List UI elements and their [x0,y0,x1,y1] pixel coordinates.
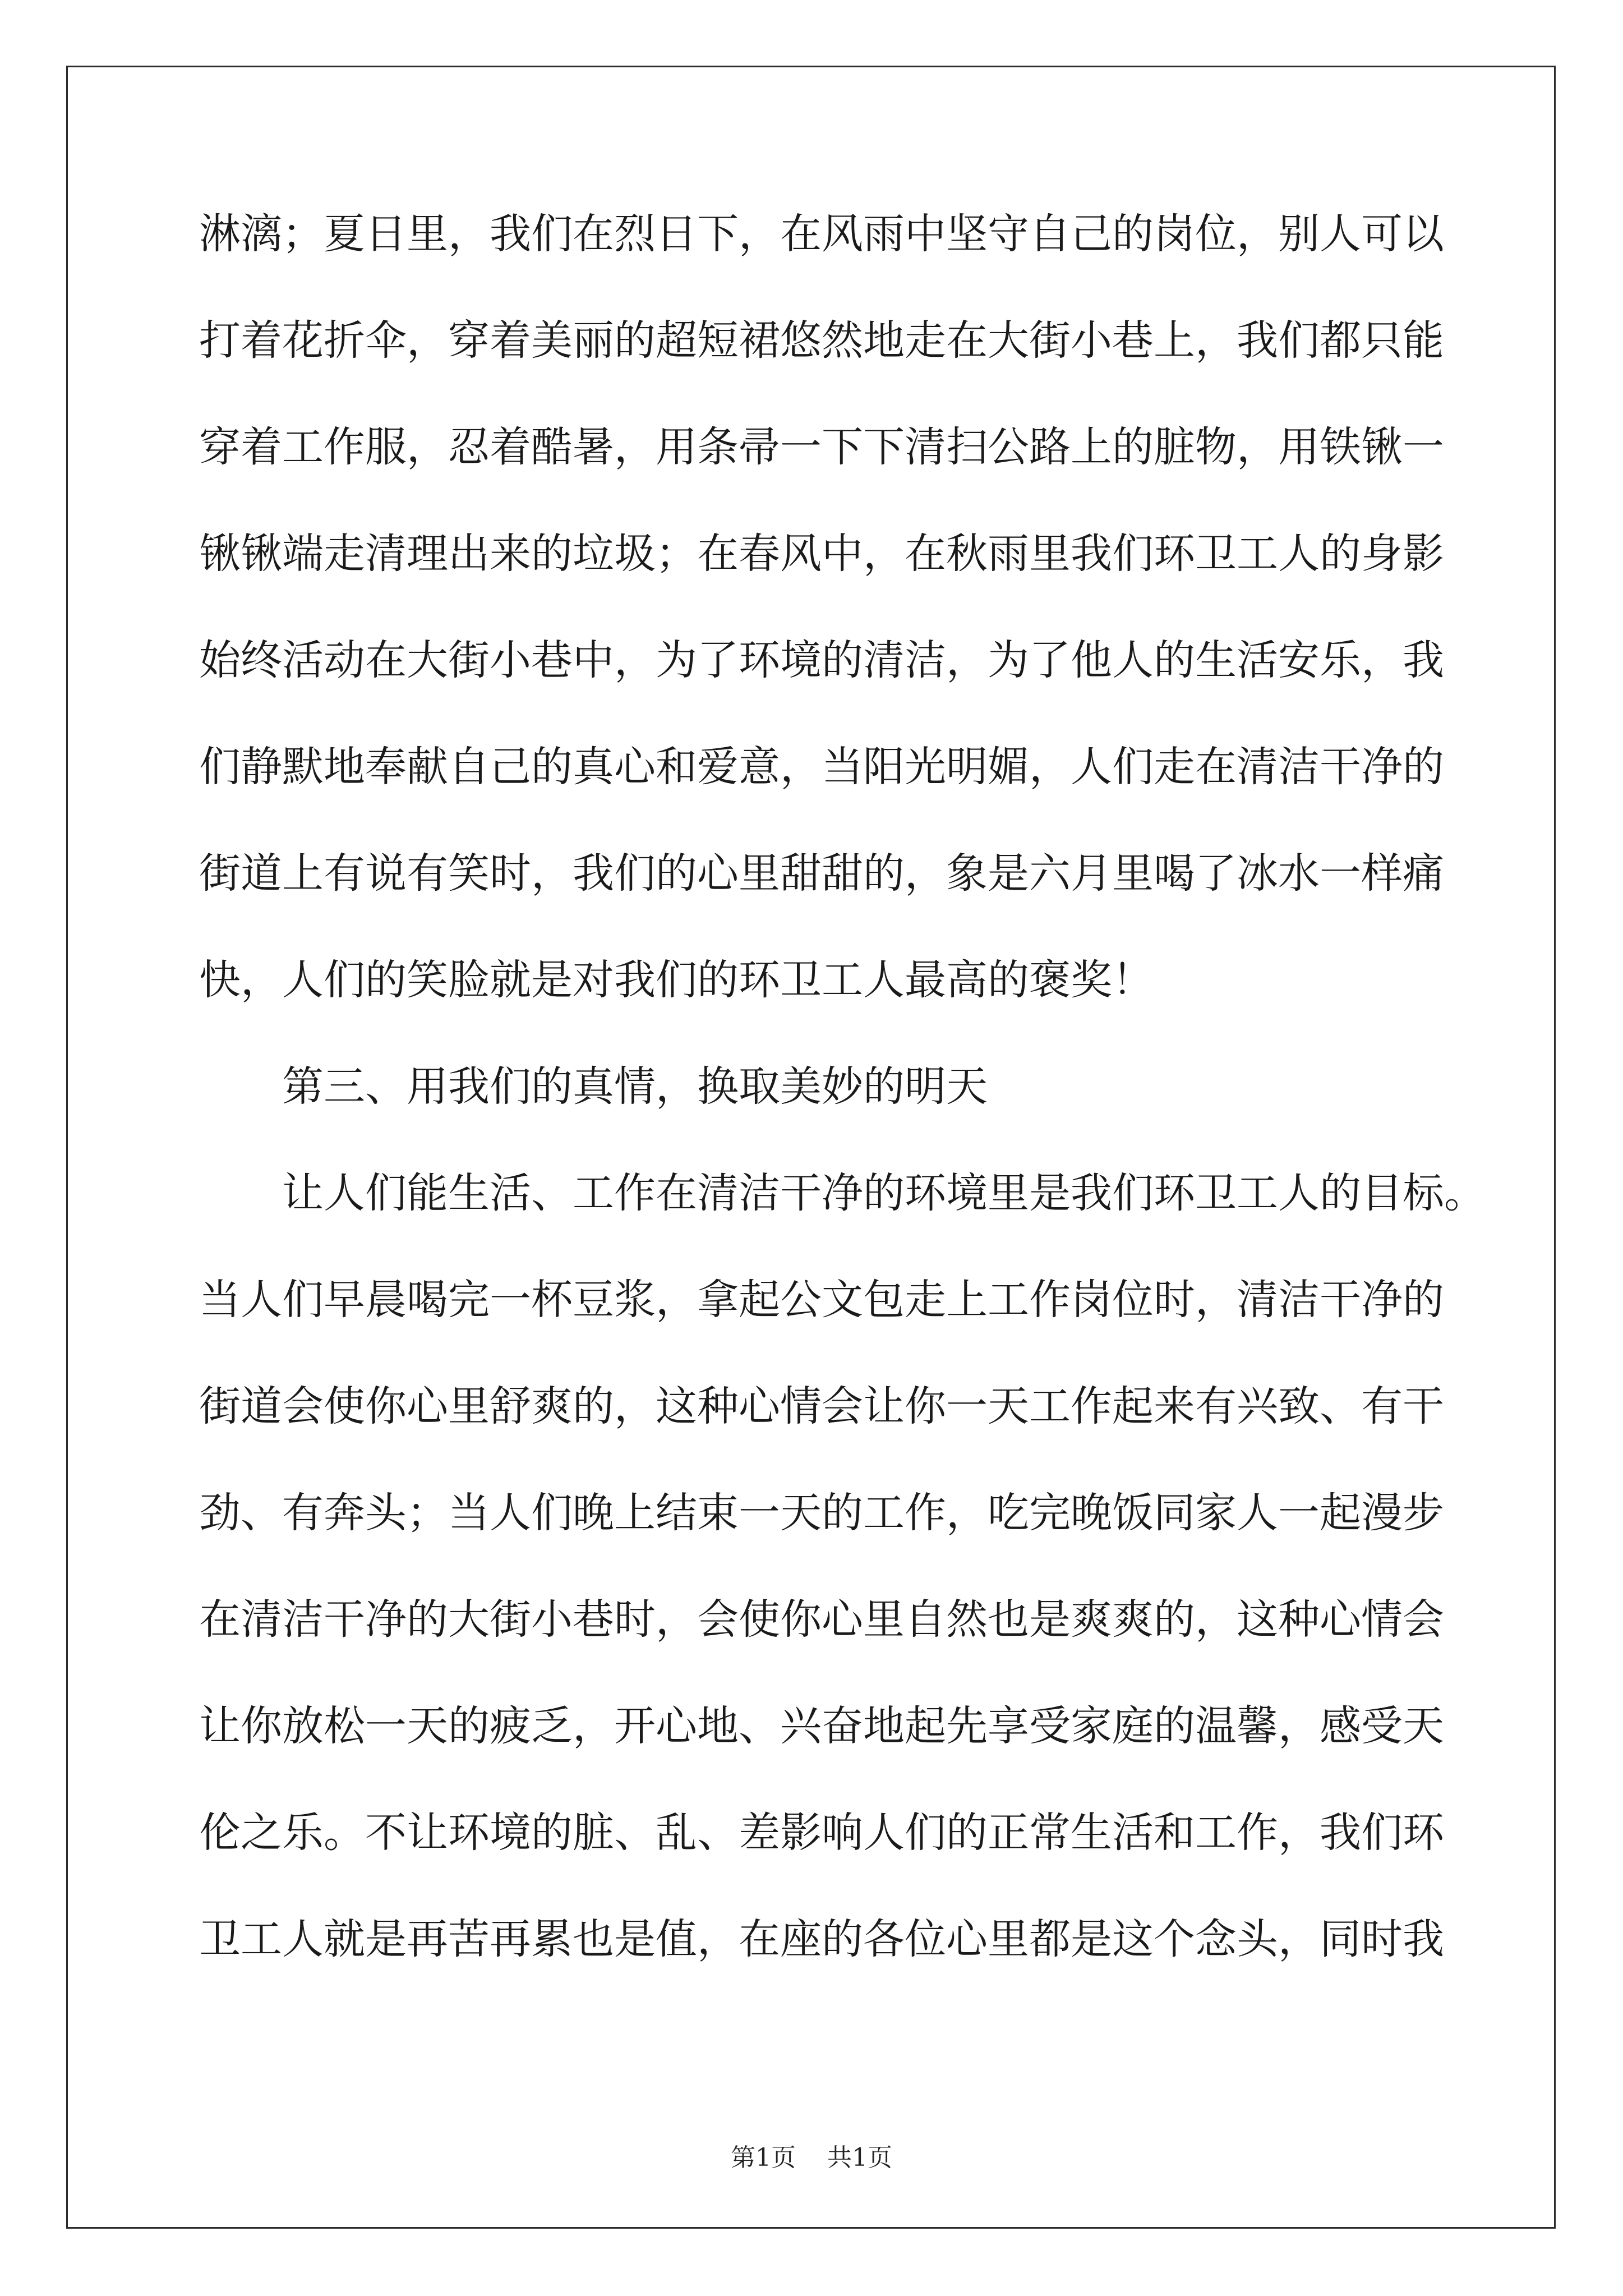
text-line: 劲、有奔头；当人们晚上结束一天的工作，吃完晚饭同家人一起漫步 [199,1489,1444,1537]
text-line: 卫工人就是再苦再累也是值，在座的各位心里都是这个念头，同时我 [199,1915,1444,1963]
text-line: 当人们早晨喝完一杯豆浆，拿起公文包走上工作岗位时，清洁干净的 [199,1276,1444,1324]
text-line: 让人们能生活、工作在清洁干净的环境里是我们环卫工人的目标。 [282,1169,1486,1217]
text-line: 让你放松一天的疲乏，开心地、兴奋地起先享受家庭的温馨，感受天 [199,1702,1444,1750]
text-line: 伦之乐。不让环境的脏、乱、差影响人们的正常生活和工作，我们环 [199,1809,1444,1857]
text-line: 第三、用我们的真情，换取美妙的明天 [282,1062,988,1111]
document-body [199,210,1486,2025]
text-line: 始终活动在大街小巷中，为了环境的清洁，为了他人的生活安乐，我 [199,636,1444,684]
text-line: 街道会使你心里舒爽的，这种心情会让你一天工作起来有兴致、有干 [199,1382,1444,1430]
page-number: 第1页 [731,2143,796,2172]
text-line: 穿着工作服，忍着酷暑，用条帚一下下清扫公路上的脏物，用铁锹一 [199,423,1444,471]
text-line: 们静默地奉献自己的真心和爱意，当阳光明媚，人们走在清洁干净的 [199,743,1444,791]
text-line: 打着花折伞，穿着美丽的超短裙悠然地走在大街小巷上，我们都只能 [199,316,1444,365]
text-line: 快，人们的笑脸就是对我们的环卫工人最高的褒奖！ [199,956,1154,1004]
page-footer [0,2137,1623,2173]
text-line: 在清洁干净的大街小巷时，会使你心里自然也是爽爽的，这种心情会 [199,1595,1444,1644]
text-line: 淋漓；夏日里，我们在烈日下，在风雨中坚守自己的岗位，别人可以 [199,210,1444,258]
page-total: 共1页 [827,2143,892,2172]
text-line: 街道上有说有笑时，我们的心里甜甜的，象是六月里喝了冰水一样痛 [199,849,1444,898]
text-line: 锹锹端走清理出来的垃圾；在春风中，在秋雨里我们环卫工人的身影 [199,530,1444,578]
